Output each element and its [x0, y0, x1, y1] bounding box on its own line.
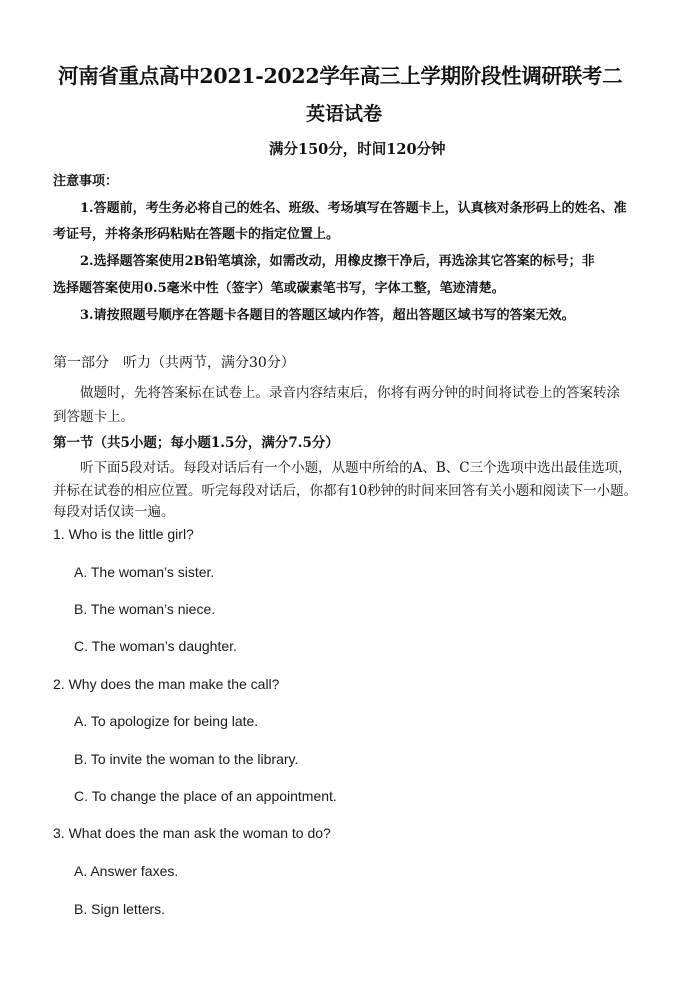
question-1-stem: 1. Who is the little girl?	[53, 526, 194, 542]
section1-line-3: 每段对话仅读一遍。	[53, 504, 175, 520]
question-1-option-a: A. The woman’s sister.	[74, 564, 215, 580]
part1-intro-line-2: 到答题卡上。	[53, 409, 134, 425]
question-1-option-c: C. The woman’s daughter.	[74, 638, 237, 654]
question-1-option-b: B. The woman’s niece.	[74, 601, 216, 617]
question-2-stem: 2. Why does the man make the call?	[53, 676, 280, 692]
question-3-option-a: A. Answer faxes.	[74, 863, 179, 879]
notice-item-1-line-2: 考证号，并将条形码粘贴在答题卡的指定位置上。	[53, 227, 340, 242]
section1-line-1: 听下面5段对话。每段对话后有一个小题，从题中所给的A、B、C三个选项中选出最佳选项，	[80, 460, 632, 476]
score-time: 满分150分，时间120分钟	[269, 141, 446, 158]
notice-heading: 注意事项：	[53, 174, 119, 189]
section1-line-2: 并标在试卷的相应位置。听完每段对话后，你都有10秒钟的时间来回答有关小题和阅读下一小题。	[53, 483, 638, 499]
part1-intro-line-1: 做题时，先将答案标在试卷上。录音内容结束后，你将有两分钟的时间将试卷上的答案转涂	[80, 385, 620, 401]
question-2-option-a: A. To apologize for being late.	[74, 713, 259, 729]
notice-item-1-line-1: 1.答题前，考生务必将自己的姓名、班级、考场填写在答题卡上，认真核对条形码上的姓名、准	[80, 201, 627, 216]
notice-item-2-line-2: 选择题答案使用0.5毫米中性（签字）笔或碳素笔书写，字体工整，笔迹清楚。	[53, 281, 505, 296]
question-3-stem: 3. What does the man ask the woman to do?	[53, 825, 331, 841]
question-3-option-b: B. Sign letters.	[74, 901, 166, 917]
notice-item-2-line-1: 2.选择题答案使用2B铅笔填涂，如需改动，用橡皮擦干净后，再选涂其它答案的标号；非	[80, 254, 595, 269]
question-2-option-b: B. To invite the woman to the library.	[74, 751, 299, 767]
section1-heading: 第一节（共5小题；每小题1.5分，满分7.5分）	[53, 435, 339, 451]
exam-title: 河南省重点高中2021-2022学年高三上学期阶段性调研联考二	[58, 64, 623, 88]
question-2-option-c: C. To change the place of an appointment.	[74, 788, 337, 804]
notice-item-3: 3.请按照题号顺序在答题卡各题目的答题区域内作答，超出答题区域书写的答案无效。	[80, 308, 575, 323]
part1-heading: 第一部分 听力（共两节，满分30分）	[53, 355, 295, 371]
exam-subtitle: 英语试卷	[306, 103, 383, 125]
